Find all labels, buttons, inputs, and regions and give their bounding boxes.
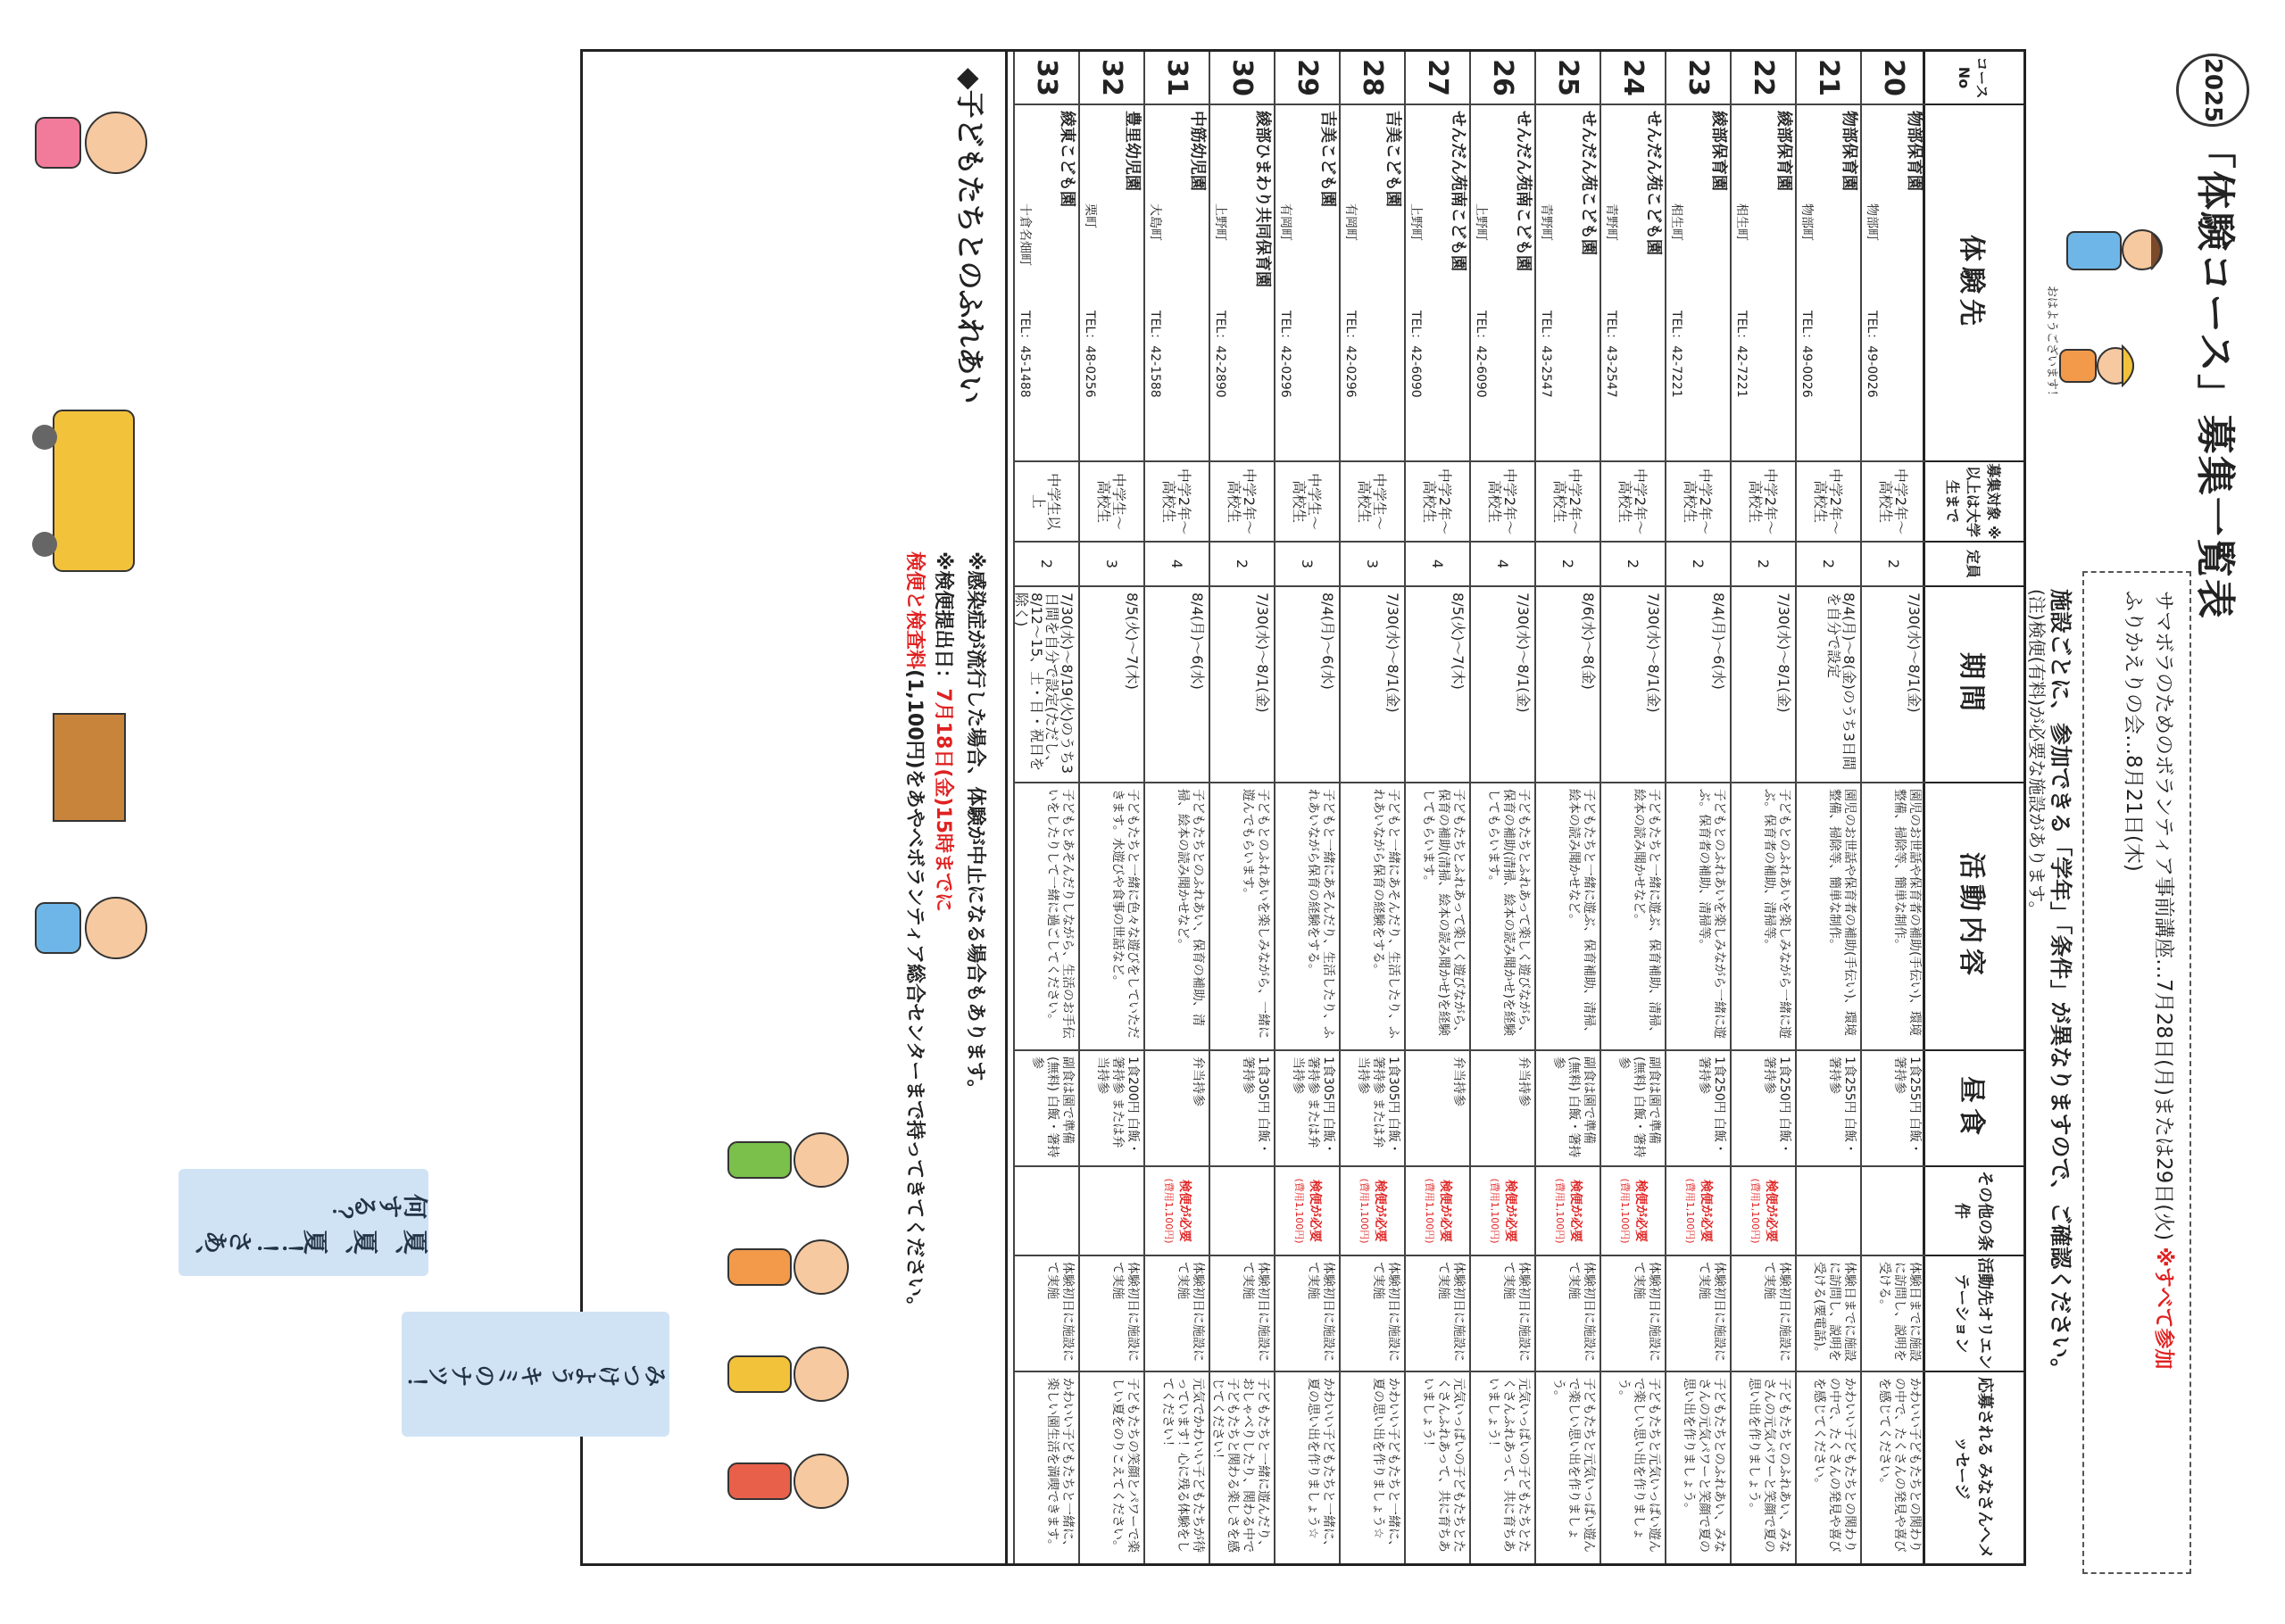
- stool-fee: (費用1,100円): [1619, 1178, 1632, 1244]
- period-cell: 7/30(水)～8/1(金): [1210, 587, 1274, 783]
- facility-tel: TEL：43-2547: [1539, 311, 1553, 398]
- table-row: [1078, 52, 1143, 1563]
- target-cell: 中学生～高校生: [1341, 462, 1404, 543]
- facility-town: 相生町: [1734, 203, 1749, 241]
- lunch-cell: 1食250円 白飯・箸持参: [1732, 1051, 1795, 1167]
- no-cell: 31: [1145, 52, 1209, 105]
- facility-name: 中筋幼児園: [1188, 111, 1207, 191]
- header-course-no: コース No: [1925, 52, 2023, 105]
- review-meeting-line: ふりかえりの会…8月21日(木): [2122, 591, 2145, 872]
- activity-cell: 園児のお世話や保育者の補助(手伝い)、環境整備、掃除等、簡単な制作。: [1862, 783, 1925, 1051]
- lunch-cell: 弁当持参: [1406, 1051, 1469, 1167]
- other-condition-cell: [1080, 1167, 1143, 1256]
- table-row: [1730, 52, 1795, 1563]
- greeting-label: おはようございます！: [2045, 286, 2058, 402]
- no-cell: 32: [1080, 52, 1143, 105]
- target-cell: 中学2年～高校生: [1797, 462, 1860, 543]
- facility-cell: [1471, 105, 1534, 462]
- facility-town: 物部町: [1865, 203, 1879, 241]
- target-cell: 中学2年～高校生: [1601, 462, 1665, 543]
- other-condition-cell: [1797, 1167, 1860, 1256]
- facility-cell: [1015, 105, 1078, 462]
- period-cell: 8/6(水)～8(金): [1536, 587, 1600, 783]
- other-condition-cell: [1601, 1167, 1665, 1256]
- stool-fee: (費用1,100円): [1554, 1178, 1566, 1244]
- activity-cell: 子どもとのふれあいを楽しみながら一緒に遊ぶ。保育者の補助、清掃等。: [1732, 783, 1795, 1051]
- stool-required: 検便が必要: [1177, 1179, 1192, 1242]
- table-row: [1143, 52, 1209, 1563]
- facility-town: 青野町: [1539, 203, 1553, 241]
- capacity-cell: 2: [1210, 543, 1274, 587]
- capacity-cell: 2: [1797, 543, 1860, 587]
- orientation-cell: 体験初日に施設にて実施: [1080, 1256, 1143, 1372]
- page-title: 「体験コース」募集一覧表: [2192, 129, 2238, 620]
- header-period: 期間: [1925, 587, 2023, 783]
- capacity-cell: 4: [1471, 543, 1534, 587]
- lunch-cell: 1食305円 白飯・箸持参 または弁当持参: [1341, 1051, 1404, 1167]
- activity-cell: 子どもたちと一緒に遊ぶ、保育補助、清掃、絵本の読み聞かせなど。: [1601, 783, 1665, 1051]
- dancing-kids-icon: [696, 1089, 875, 1624]
- lunch-cell: 1食200円 白飯・箸持参 または弁当持参: [1080, 1051, 1143, 1167]
- activity-cell: 子どもと一緒にあそんだり、生活したり、ふれあいながら保育の経験をする。: [1341, 783, 1404, 1051]
- no-cell: 22: [1732, 52, 1795, 105]
- other-condition-cell: [1145, 1167, 1209, 1256]
- lunch-cell: 副食は園で準備(無料) 白飯・箸持参: [1015, 1051, 1078, 1167]
- facility-tel: TEL：42-7221: [1669, 311, 1683, 398]
- capacity-cell: 3: [1275, 543, 1339, 587]
- facility-tel: TEL：42-0296: [1343, 311, 1358, 398]
- orientation-cell: 体験初日に施設にて実施: [1666, 1256, 1730, 1372]
- table-row: [1665, 52, 1730, 1563]
- facility-town: 有岡町: [1278, 203, 1292, 241]
- other-condition-cell: [1536, 1167, 1600, 1256]
- target-cell: 中学2年～高校生: [1666, 462, 1730, 543]
- facility-cell: [1406, 105, 1469, 462]
- other-condition-cell: [1732, 1167, 1795, 1256]
- activity-cell: 子どもたちとのふれあい、保育の補助、清掃、絵本の読み聞かせなど。: [1145, 783, 1209, 1051]
- orientation-cell: 体験初日に施設にて実施: [1275, 1256, 1339, 1372]
- period-cell: 8/5(火)～7(木): [1406, 587, 1469, 783]
- orientation-cell: 体験日までに施設に訪問し、説明を受ける(要電話)。: [1797, 1256, 1860, 1372]
- facility-town: 有岡町: [1343, 203, 1358, 241]
- activity-cell: 子どもたちとふれあって楽しく遊びながら、保育の補助(清掃、絵本の読み聞かせ)を経験してもらいます。: [1406, 783, 1469, 1051]
- period-cell: 8/4(月)～8(金)のうち3日間を自分で設定: [1797, 587, 1860, 783]
- stool-fee-note: [902, 551, 930, 1316]
- no-cell: 24: [1601, 52, 1665, 105]
- period-cell: 8/5(火)～7(木): [1080, 587, 1143, 783]
- period-cell: 7/30(水)～8/19(火)のうち3日間を自分で設定(ただし、8/12～15、土・日・祝日を除く): [1015, 587, 1078, 783]
- facility-tel: TEL：49-0026: [1799, 311, 1814, 398]
- stool-required: 検便が必要: [1438, 1179, 1453, 1242]
- table-row: [1860, 52, 1925, 1563]
- message-cell: 子どもたちの笑顔とパワーで楽しい夏をのりこえてください。: [1110, 1378, 1140, 1553]
- lunch-cell: 弁当持参: [1145, 1051, 1209, 1167]
- message-cell: 子どもたちと元気いっぱい遊んで楽しい思い出を作りましょう。: [1551, 1378, 1596, 1553]
- capacity-cell: 4: [1406, 543, 1469, 587]
- target-cell: 中学2年～高校生: [1862, 462, 1925, 543]
- lunch-cell: 1食255円 白飯・箸持参: [1862, 1051, 1925, 1167]
- facility-name: 豊里幼児園: [1123, 111, 1142, 191]
- target-cell: 中学2年～高校生: [1471, 462, 1534, 543]
- facility-cell: [1080, 105, 1143, 462]
- lunch-cell: 副食は園で準備(無料) 白飯・箸持参: [1536, 1051, 1600, 1167]
- facility-tel: TEL：42-1588: [1148, 311, 1162, 398]
- staff-illustration-icon: [2044, 196, 2178, 464]
- facility-tel: TEL：48-0256: [1083, 311, 1097, 398]
- other-condition-cell: [1210, 1167, 1274, 1256]
- stool-required: 検便が必要: [1633, 1179, 1649, 1242]
- message-cell: 子どもたちとのふれあい、みなさんの元気パワーと笑顔で夏の思い出を作りましょう。: [1747, 1378, 1791, 1553]
- message-cell: かわいい子どもたちとの関わりの中で、たくさんの発見や喜びを感じてください。: [1812, 1378, 1857, 1553]
- facility-name: 吉美こども園: [1383, 111, 1402, 207]
- stool-deadline-prefix: ※検便提出日：: [932, 551, 954, 689]
- message-cell: かわいい子どもたちとの関わりの中で、たくさんの発見や喜びを感じてください。: [1877, 1378, 1922, 1553]
- period-cell: 7/30(水)～8/1(金): [1471, 587, 1534, 783]
- stool-fee-red: 検便と検査料: [903, 551, 926, 670]
- facility-name: 綾部保育園: [1774, 111, 1793, 191]
- activity-cell: 子どもたちと一緒に遊ぶ、保育補助、清掃、絵本の読み聞かせなど。: [1536, 783, 1600, 1051]
- facility-name: せんだん苑こども園: [1644, 111, 1663, 255]
- no-cell: 28: [1341, 52, 1404, 105]
- no-cell: 20: [1862, 52, 1925, 105]
- header-orientation: 活動先オリエンテーション: [1925, 1256, 2023, 1372]
- header-activity: 活動内容: [1925, 783, 2023, 1051]
- facility-town: 上野町: [1408, 203, 1423, 241]
- other-condition-cell: [1406, 1167, 1469, 1256]
- facility-town: 上野町: [1474, 203, 1488, 241]
- stool-required: 検便が必要: [1373, 1179, 1388, 1242]
- stool-required: 検便が必要: [1503, 1179, 1518, 1242]
- lunch-cell: 副食は園で準備(無料) 白飯・箸持参: [1601, 1051, 1665, 1167]
- facility-name: せんだん苑南こども園: [1514, 111, 1533, 271]
- other-condition-cell: [1471, 1167, 1534, 1256]
- table-row: [1404, 52, 1469, 1563]
- facility-cell: [1341, 105, 1404, 462]
- header-lunch: 昼食: [1925, 1051, 2023, 1167]
- activity-cell: 園児のお世話や保育者の補助(手伝い)、環境整備、掃除等、簡単な制作。: [1797, 783, 1860, 1051]
- facility-cell: [1536, 105, 1600, 462]
- facility-town: 相生町: [1669, 203, 1683, 241]
- target-cell: 中学2年～高校生: [1210, 462, 1274, 543]
- orientation-cell: 体験初日に施設にて実施: [1471, 1256, 1534, 1372]
- facility-cell: [1732, 105, 1795, 462]
- stool-fee: (費用1,100円): [1749, 1178, 1762, 1244]
- facility-town: 栗町: [1083, 203, 1097, 228]
- target-cell: 中学2年～高校生: [1732, 462, 1795, 543]
- message-cell: 子どもたちと元気いっぱい遊んで楽しい思い出を作りましょう。: [1616, 1378, 1661, 1553]
- header-capacity: 定員: [1925, 543, 2023, 587]
- message-cell: 子どもたちと一緒に遊んだり、おしゃべりしたり、関わる中で子どもたちと関わる楽しさを感じてください！: [1210, 1378, 1270, 1553]
- facility-name: せんだん苑こども園: [1579, 111, 1598, 255]
- activity-cell: 子どもとのふれあいを楽しみながら一緒に遊ぶ。保育者の補助、清掃等。: [1666, 783, 1730, 1051]
- facility-cell: [1275, 105, 1339, 462]
- stool-fee: (費用1,100円): [1684, 1178, 1697, 1244]
- target-cell: 中学生以上: [1015, 462, 1078, 543]
- header-facility: 体験先: [1925, 105, 2023, 462]
- orientation-cell: 体験初日に施設にて実施: [1210, 1256, 1274, 1372]
- facility-tel: TEL：42-0296: [1278, 311, 1292, 398]
- activity-cell: 子どもとあそんだりしながら、生活のお手伝いをしたりして一緒に過ごしてください。: [1015, 783, 1078, 1051]
- lunch-cell: 弁当持参: [1471, 1051, 1534, 1167]
- no-cell: 25: [1536, 52, 1600, 105]
- header-message: 応募される みなさんへメッセージ: [1952, 1377, 1994, 1559]
- facility-tel: TEL：42-6090: [1474, 311, 1488, 398]
- stool-fee-rest: (1,100円)をあやべボランティア総合センターまで持ってきてください。: [903, 669, 926, 1317]
- message-cell: かわいい子どもたちと一緒に、夏の思い出を作りましょう☆: [1306, 1378, 1335, 1553]
- orientation-cell: 体験初日に施設にて実施: [1145, 1256, 1209, 1372]
- facility-name: 綾東こども園: [1058, 111, 1076, 207]
- capacity-cell: 2: [1862, 543, 1925, 587]
- facility-town: 上野町: [1213, 203, 1227, 241]
- facility-tel: TEL：49-0026: [1865, 311, 1879, 398]
- stool-note: (注)検便(有料)が必要な施設があります。: [2026, 589, 2048, 919]
- facility-tel: TEL：42-2890: [1213, 311, 1227, 398]
- no-cell: 30: [1210, 52, 1274, 105]
- table-row: [1209, 52, 1274, 1563]
- message-cell: かわいい子どもたちと一緒に、楽しい園生活を満喫できます。: [1045, 1378, 1075, 1553]
- table-row: [1339, 52, 1404, 1563]
- capacity-cell: 4: [1145, 543, 1209, 587]
- orientation-cell: 体験初日に施設にて実施: [1341, 1256, 1404, 1372]
- facility-cell: [1210, 105, 1274, 462]
- capacity-cell: 2: [1536, 543, 1600, 587]
- other-condition-cell: [1341, 1167, 1404, 1256]
- activity-cell: 子どもとのふれあいを楽しみながら、一緒に遊んでもらいます。: [1210, 783, 1274, 1051]
- activity-cell: 子どもと一緒にあそんだり、生活したり、ふれあいながら保育の経験をする。: [1275, 783, 1339, 1051]
- no-cell: 29: [1275, 52, 1339, 105]
- condition-note: 施設ごとに、参加できる「学年」「条件」が異なりますので、ご確認ください。: [2048, 589, 2073, 1381]
- stool-required: 検便が必要: [1764, 1179, 1779, 1242]
- target-cell: 中学2年～高校生: [1406, 462, 1469, 543]
- facility-cell: [1601, 105, 1665, 462]
- target-cell: 中学生～高校生: [1275, 462, 1339, 543]
- facility-name: 綾部保育園: [1709, 111, 1728, 191]
- stool-required: 検便が必要: [1568, 1179, 1583, 1242]
- facility-town: 物部町: [1799, 203, 1814, 241]
- capacity-cell: 3: [1341, 543, 1404, 587]
- capacity-cell: 2: [1015, 543, 1078, 587]
- capacity-cell: 2: [1666, 543, 1730, 587]
- kids-playing-illustration-icon: [18, 36, 170, 1124]
- lunch-cell: 1食250円 白飯・箸持参: [1666, 1051, 1730, 1167]
- other-condition-cell: [1275, 1167, 1339, 1256]
- facility-tel: TEL：42-7221: [1734, 311, 1749, 398]
- no-cell: 33: [1015, 52, 1078, 105]
- lunch-cell: 1食255円 白飯・箸持参: [1797, 1051, 1860, 1167]
- header-other: その他の条件: [1925, 1167, 2023, 1256]
- stool-deadline-date: 7月18日(金)15時までに: [932, 688, 954, 913]
- facility-name: 物部保育園: [1840, 111, 1858, 191]
- period-cell: 8/4(月)～6(水): [1145, 587, 1209, 783]
- message-cell: 子どもたちとのふれあい、みなさんの元気パワーと笑顔で夏の思い出を作りましょう。: [1682, 1378, 1726, 1553]
- no-cell: 27: [1406, 52, 1469, 105]
- orientation-cell: 体験初日に施設にて実施: [1536, 1256, 1600, 1372]
- capacity-cell: 2: [1601, 543, 1665, 587]
- other-condition-cell: [1862, 1167, 1925, 1256]
- table-row: [1274, 52, 1339, 1563]
- message-cell: 元気いっぱいの子どもたちとたくさんふれあって、共に育ちあいましょう！: [1421, 1378, 1466, 1553]
- stool-fee: (費用1,100円): [1359, 1178, 1371, 1244]
- table-header: [1923, 52, 2023, 1563]
- stool-fee: (費用1,100円): [1163, 1178, 1176, 1244]
- stool-required: 検便が必要: [1699, 1179, 1714, 1242]
- facility-cell: [1145, 105, 1209, 462]
- other-condition-cell: [1015, 1167, 1078, 1256]
- period-cell: 8/4(月)～6(水): [1275, 587, 1339, 783]
- no-cell: 21: [1797, 52, 1860, 105]
- orientation-cell: 体験初日に施設にて実施: [1601, 1256, 1665, 1372]
- target-cell: 中学2年～高校生: [1145, 462, 1209, 543]
- header-target: 募集対象 ※以上は大学生まで: [1925, 462, 2023, 543]
- activity-cell: 子どもたちとふれあって楽しく遊びながら、保育の補助(清掃、絵本の読み聞かせ)を経験してもらいます。: [1471, 783, 1534, 1051]
- period-cell: 7/30(水)～8/1(金): [1341, 587, 1404, 783]
- all-attend-note: ※すべて参加: [2152, 1247, 2175, 1370]
- period-cell: 7/30(水)～8/1(金): [1601, 587, 1665, 783]
- stool-deadline-note: [931, 551, 959, 912]
- facility-name: 物部保育園: [1905, 111, 1924, 191]
- capacity-cell: 2: [1732, 543, 1795, 587]
- interaction-title: ◆子どもたちとのふれあい: [953, 68, 987, 404]
- other-condition-cell: [1666, 1167, 1730, 1256]
- notice-box: [2082, 571, 2191, 1574]
- facility-tel: TEL：43-2547: [1604, 311, 1618, 398]
- no-cell: 26: [1471, 52, 1534, 105]
- table-row: [1469, 52, 1534, 1563]
- orientation-cell: 体験初日に施設にて実施: [1732, 1256, 1795, 1372]
- capacity-cell: 3: [1080, 543, 1143, 587]
- table-row: [1600, 52, 1665, 1563]
- facility-town: 十倉名畑町: [1018, 203, 1032, 266]
- target-cell: 中学生～高校生: [1080, 462, 1143, 543]
- orientation-cell: 体験初日に施設にて実施: [1015, 1256, 1078, 1372]
- facility-name: せんだん苑南こども園: [1449, 111, 1467, 271]
- period-cell: 8/4(月)～6(水): [1666, 587, 1730, 783]
- find-summer-bubble: みつけよう キミのナツ！: [402, 1312, 669, 1437]
- message-cell: 元気いっぱいの子どもたちとたくさんふれあって、共に育ちあいましょう！: [1486, 1378, 1531, 1553]
- stool-fee: (費用1,100円): [1489, 1178, 1501, 1244]
- summer-bubble: 夏、夏、夏！！さあ、何する？: [179, 1169, 428, 1276]
- facility-tel: TEL：42-6090: [1408, 311, 1423, 398]
- facility-tel: TEL：45-1488: [1018, 311, 1032, 398]
- period-cell: 7/30(水)～8/1(金): [1732, 587, 1795, 783]
- infection-note: ※感染症が流行した場合、体験が中止になる場合もあります。: [964, 551, 986, 1099]
- no-cell: 23: [1666, 52, 1730, 105]
- facility-cell: [1666, 105, 1730, 462]
- pre-lecture-line: [2151, 591, 2181, 1369]
- facility-name: 綾部ひまわり共同保育園: [1253, 111, 1272, 287]
- orientation-cell: 体験日までに施設に訪問し、説明を受ける。: [1862, 1256, 1925, 1372]
- message-cell: 元気でかわいい子どもたちが待っています！心に残る体験をしてください！: [1160, 1378, 1205, 1553]
- lunch-cell: 1食305円 白飯・箸持参 または弁当持参: [1275, 1051, 1339, 1167]
- orientation-cell: 体験初日に施設にて実施: [1406, 1256, 1469, 1372]
- year-badge: 2025: [2176, 54, 2249, 127]
- activity-cell: 子どもたちと一緒に色々な遊びをしていただきます。水遊びや食事の世話など。: [1080, 783, 1143, 1051]
- pre-lecture-text: サマボラのためのボランティア事前講座…7月28日(月)または29日(火): [2152, 591, 2175, 1241]
- table-row: [1013, 52, 1078, 1563]
- facility-cell: [1797, 105, 1860, 462]
- stool-fee: (費用1,100円): [1293, 1178, 1306, 1244]
- table-row: [1795, 52, 1860, 1563]
- facility-cell: [1862, 105, 1925, 462]
- table-row: [1534, 52, 1600, 1563]
- stool-fee: (費用1,100円): [1424, 1178, 1436, 1244]
- facility-name: 吉美こども園: [1318, 111, 1337, 207]
- target-cell: 中学2年～高校生: [1536, 462, 1600, 543]
- facility-town: 大島町: [1148, 203, 1162, 241]
- facility-town: 青野町: [1604, 203, 1618, 241]
- lunch-cell: 1食305円 白飯・箸持参: [1210, 1051, 1274, 1167]
- stool-required: 検便が必要: [1308, 1179, 1323, 1242]
- period-cell: 7/30(水)～8/1(金): [1862, 587, 1925, 783]
- message-cell: かわいい子どもたちと一緒に、夏の思い出を作りましょう☆: [1371, 1378, 1400, 1553]
